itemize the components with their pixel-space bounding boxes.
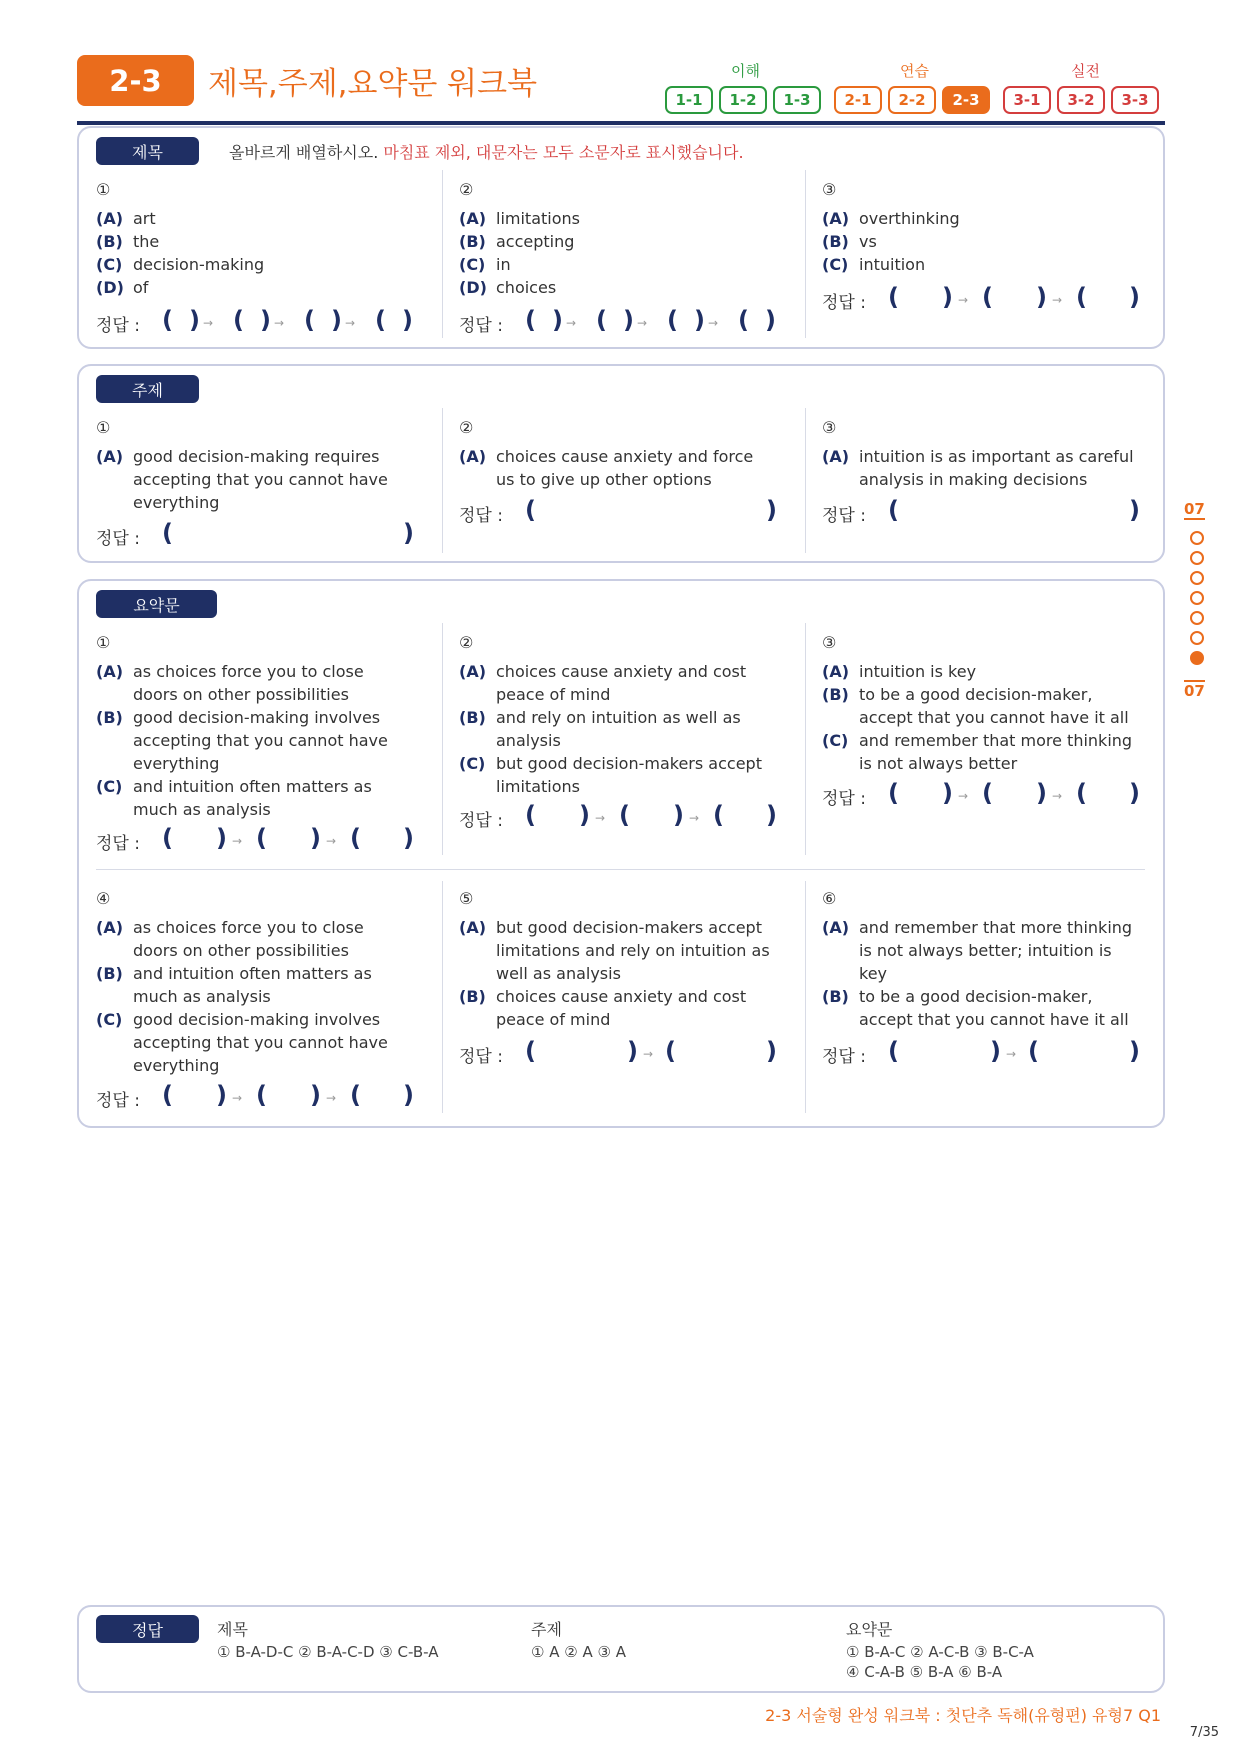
step-3-1[interactable]: 3-1: [1003, 86, 1051, 114]
answer-blank[interactable]: 정답 : ( ) → ( ) → ( ) → ( ): [459, 306, 776, 336]
option-text: the: [133, 232, 160, 251]
answer-summary-values-1: ① B-A-C ② A-C-B ③ B-C-A: [846, 1643, 1034, 1661]
topic-badge: 주제: [96, 375, 199, 403]
progress-dot: [1190, 611, 1204, 625]
answer-blank[interactable]: 정답 : ( ) → ( ) → ( ): [96, 824, 414, 854]
question-number: ⑤: [459, 889, 474, 908]
answer-label: 정답 :: [96, 834, 140, 854]
option-text: choices cause anxiety and force: [496, 447, 754, 466]
question-number: ①: [96, 418, 111, 437]
answer-blank[interactable]: 정답 : ( ): [459, 496, 777, 526]
step-1-1[interactable]: 1-1: [665, 86, 713, 114]
answer-blank[interactable]: 정답 : ( ) → ( ) → ( ): [822, 779, 1140, 809]
answer-label: 정답 :: [459, 506, 503, 526]
progress-dot: [1190, 531, 1204, 545]
header-rule: [77, 121, 1165, 125]
question-number: ④: [96, 889, 111, 908]
summary-section: [77, 579, 1165, 1128]
answer-label: 정답 :: [96, 316, 140, 336]
option-text: art: [133, 209, 156, 228]
group-label-real: 실전: [1071, 62, 1100, 80]
answer-summary-label: 요약문: [846, 1620, 893, 1639]
answer-blank[interactable]: 정답 : ( ) → ( ) → ( ): [822, 283, 1140, 313]
answer-label: 정답 :: [822, 789, 866, 809]
option-text: us to give up other options: [496, 470, 712, 489]
instruction: [229, 140, 744, 163]
answer-label: 정답 :: [459, 316, 503, 336]
step-3-3[interactable]: 3-3: [1111, 86, 1159, 114]
question-number: ①: [96, 633, 111, 652]
answer-blank[interactable]: 정답 : ( ) → ( ): [822, 1037, 1140, 1067]
summary-question-4: ④ (A) as choices force you to close doors on other possibilities (B) and intuition often matters as much as analysis (C) good decision-making involves accepting that you cannot have everything: [96, 887, 436, 1077]
summary-question-5: ⑤ (A) but good decision-makers accept limitations and rely on intuition as well as analysis (B) choices cause anxiety and cost peace of mind: [459, 887, 799, 1031]
group-label-understand: 이해: [731, 62, 760, 80]
answer-label: 정답 :: [96, 1091, 140, 1111]
option-text: of: [133, 278, 149, 297]
step-3-2[interactable]: 3-2: [1057, 86, 1105, 114]
title-question-3: ③ (A) overthinking (B) vs (C) intuition: [822, 178, 1162, 276]
answer-summary-values-2: ④ C-A-B ⑤ B-A ⑥ B-A: [846, 1663, 1003, 1681]
option-text: decision-making: [133, 255, 265, 274]
title-question-1: ① (A) art (B) the (C) decision-making (D) of: [96, 178, 436, 299]
question-number: ⑥: [822, 889, 837, 908]
side-tab-number-bottom: 07: [1184, 682, 1205, 700]
option-text: vs: [859, 232, 877, 251]
answer-blank[interactable]: 정답 : ( ): [96, 519, 414, 549]
answer-blank[interactable]: 정답 : ( ) → ( ): [459, 1037, 777, 1067]
option-text: good decision-making requires: [133, 447, 380, 466]
option-text: accepting: [496, 232, 575, 251]
summary-question-6: ⑥ (A) and remember that more thinking is not always better; intuition is key (B) to be a good decision-maker, accept that you cannot have it all: [822, 887, 1162, 1031]
answer-label: 정답 :: [96, 529, 140, 549]
option-text: everything: [133, 493, 220, 512]
answer-badge: 정답: [96, 1615, 199, 1643]
option-text: limitations: [496, 209, 580, 228]
answer-blank[interactable]: 정답 : ( ) → ( ) → ( ): [459, 801, 777, 831]
page-number: 7/35: [1189, 1725, 1219, 1740]
summary-badge: 요약문: [96, 590, 217, 618]
question-number: ③: [822, 180, 837, 199]
option-text: intuition is as important as careful: [859, 447, 1134, 466]
progress-dot: [1190, 591, 1204, 605]
option-text: analysis in making decisions: [859, 470, 1088, 489]
footer-text: 2-3 서술형 완성 워크북 : 첫단추 독해(유형편) 유형7 Q1: [765, 1706, 1161, 1725]
side-tab-number-top: 07: [1184, 500, 1205, 518]
summary-question-3: ③ (A) intuition is key (B) to be a good decision-maker, accept that you cannot have it all (C) and remember that more thinking is not always better: [822, 631, 1162, 775]
title-section: [77, 126, 1165, 349]
progress-dot-active: [1190, 651, 1204, 665]
progress-dot: [1190, 551, 1204, 565]
section-number-badge: 2-3: [77, 55, 194, 106]
title-question-2: ② (A) limitations (B) accepting (C) in (D) choices: [459, 178, 799, 299]
option-text: overthinking: [859, 209, 960, 228]
answer-topic-values: ① A ② A ③ A: [531, 1643, 626, 1661]
answer-label: 정답 :: [459, 1047, 503, 1067]
progress-dot: [1190, 631, 1204, 645]
topic-question-3: ③ (A) intuition is as important as careful analysis in making decisions: [822, 416, 1162, 491]
topic-question-2: ② (A) choices cause anxiety and force us to give up other options: [459, 416, 799, 491]
step-2-2[interactable]: 2-2: [888, 86, 936, 114]
instruction-text: 올바르게 배열하시오.: [229, 143, 379, 162]
title-badge: 제목: [96, 137, 199, 165]
question-number: ②: [459, 633, 474, 652]
group-label-practice: 연습: [900, 62, 929, 80]
instruction-note: 마침표 제외, 대문자는 모두 소문자로 표시했습니다.: [383, 143, 744, 162]
question-number: ③: [822, 633, 837, 652]
answer-label: 정답 :: [822, 1047, 866, 1067]
question-number: ①: [96, 180, 111, 199]
progress-dot: [1190, 571, 1204, 585]
step-1-2[interactable]: 1-2: [719, 86, 767, 114]
question-number: ②: [459, 180, 474, 199]
question-number: ②: [459, 418, 474, 437]
option-text: choices: [496, 278, 557, 297]
page-title: 제목,주제,요약문 워크북: [208, 66, 538, 102]
answer-topic-label: 주제: [531, 1620, 562, 1639]
topic-section: [77, 364, 1165, 563]
answer-title-label: 제목: [217, 1620, 248, 1639]
answer-label: 정답 :: [459, 811, 503, 831]
answer-blank[interactable]: 정답 : ( ): [822, 496, 1140, 526]
option-text: intuition: [859, 255, 926, 274]
summary-question-1: ① (A) as choices force you to close doors on other possibilities (B) good decision-making involves accepting that you cannot have everything (C) and intuition often matters as much as analysis: [96, 631, 436, 821]
question-number: ③: [822, 418, 837, 437]
summary-question-2: ② (A) choices cause anxiety and cost peace of mind (B) and rely on intuition as well as analysis (C) but good decision-makers accept limitations: [459, 631, 799, 798]
step-1-3[interactable]: 1-3: [773, 86, 821, 114]
answer-blank[interactable]: 정답 : ( ) → ( ) → ( ): [96, 1081, 414, 1111]
option-text: accepting that you cannot have: [133, 470, 388, 489]
topic-question-1: ① (A) good decision-making requires accepting that you cannot have everything: [96, 416, 436, 514]
answer-label: 정답 :: [822, 506, 866, 526]
option-text: in: [496, 255, 511, 274]
step-2-3[interactable]: 2-3: [942, 86, 990, 114]
step-2-1[interactable]: 2-1: [834, 86, 882, 114]
answer-title-values: ① B-A-D-C ② B-A-C-D ③ C-B-A: [217, 1643, 439, 1661]
answer-key-box: [77, 1605, 1165, 1693]
answer-label: 정답 :: [822, 293, 866, 313]
answer-blank[interactable]: 정답 : ( ) → ( ) → ( ) → ( ): [96, 306, 413, 336]
